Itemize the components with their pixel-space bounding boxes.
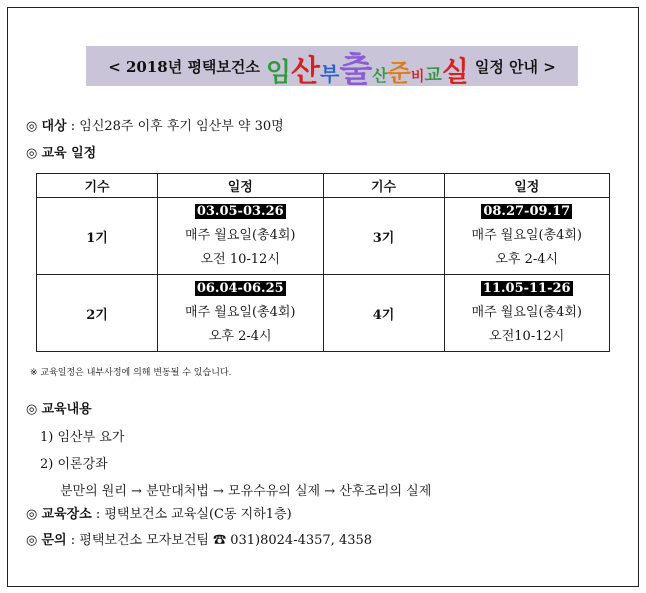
- schedule-note: ※ 교육일정은 내부사정에 의해 변동될 수 있습니다.: [30, 368, 232, 378]
- bullet-icon: ◎: [26, 507, 38, 522]
- time-text: 오전 10-12시: [200, 252, 280, 267]
- banner-suffix: 일정 안내 >: [474, 57, 556, 76]
- content-item: 2) 이론강좌: [40, 457, 108, 472]
- header-schedule: 일정: [444, 174, 610, 198]
- table-row: [37, 198, 610, 275]
- banner-colored-title: [266, 42, 469, 91]
- date-range: 03.05-03.26: [196, 204, 284, 219]
- banner-title-char: 교: [424, 64, 442, 86]
- place-line: [26, 503, 292, 522]
- target-line: [26, 115, 284, 134]
- time-text: 오후 2-4시: [208, 329, 272, 344]
- date-range: 11.05-11-26: [482, 281, 571, 296]
- lecture-flow: 분만의 원리 → 분만대처법 → 모유수유의 실제 → 산후조리의 실제: [60, 484, 432, 499]
- banner-title-char: 실: [441, 54, 469, 88]
- title-banner: [86, 46, 578, 90]
- schedule-cell: [444, 275, 610, 352]
- table-header-row: [37, 174, 610, 198]
- table-row: [37, 275, 610, 352]
- content-item: 1) 임산부 요가: [40, 430, 125, 445]
- content-heading: 교육내용: [41, 402, 92, 417]
- time-text: 오후 2-4시: [495, 252, 559, 267]
- day-text: 매주 월요일(총4회): [471, 305, 582, 320]
- contact-label: 문의: [41, 533, 67, 548]
- banner-title-char: 출: [339, 49, 373, 90]
- schedule-cell: [444, 198, 610, 275]
- banner-title-char: 임: [265, 57, 292, 88]
- target-label: 대상: [41, 119, 67, 134]
- banner-title-char: 준: [387, 57, 411, 87]
- bullet-icon: ◎: [26, 146, 38, 161]
- bullet-icon: ◎: [26, 119, 38, 134]
- day-text: 매주 월요일(총4회): [185, 305, 296, 320]
- banner-title-char: 비: [410, 68, 425, 85]
- contact-line: [26, 529, 372, 548]
- content-heading-line: [26, 398, 92, 417]
- day-text: 매주 월요일(총4회): [471, 228, 582, 243]
- banner-title-char: 부: [320, 61, 340, 86]
- gisu-cell: 3기: [323, 198, 444, 275]
- gisu-cell: 2기: [37, 275, 158, 352]
- gisu-cell: 1기: [37, 198, 158, 275]
- banner-title-char: 산: [372, 65, 388, 85]
- bullet-icon: ◎: [26, 533, 38, 548]
- contact-text: : 평택보건소 모자보건팀 ☎ 031)8024-4357, 4358: [70, 533, 373, 548]
- date-range: 06.04-06.25: [196, 281, 284, 296]
- banner-title-char: 산: [291, 53, 320, 89]
- gisu-cell: 4기: [323, 275, 444, 352]
- banner-prefix: < 2018년 평택보건소: [108, 57, 260, 76]
- bullet-icon: ◎: [26, 402, 38, 417]
- schedule-heading: 교육 일정: [41, 146, 97, 161]
- header-gisu: 기수: [323, 174, 444, 198]
- target-text: : 임신28주 이후 후기 임산부 약 30명: [70, 119, 284, 134]
- place-text: : 평택보건소 교육실(C동 지하1층): [95, 507, 292, 522]
- date-range: 08.27-09.17: [483, 204, 571, 219]
- schedule-heading-line: [26, 142, 96, 161]
- schedule-table: [36, 173, 610, 352]
- day-text: 매주 월요일(총4회): [185, 228, 296, 243]
- header-schedule: 일정: [158, 174, 324, 198]
- schedule-cell: [158, 198, 324, 275]
- schedule-cell: [158, 275, 324, 352]
- header-gisu: 기수: [37, 174, 158, 198]
- place-label: 교육장소: [41, 507, 92, 522]
- time-text: 오전10-12시: [489, 329, 565, 344]
